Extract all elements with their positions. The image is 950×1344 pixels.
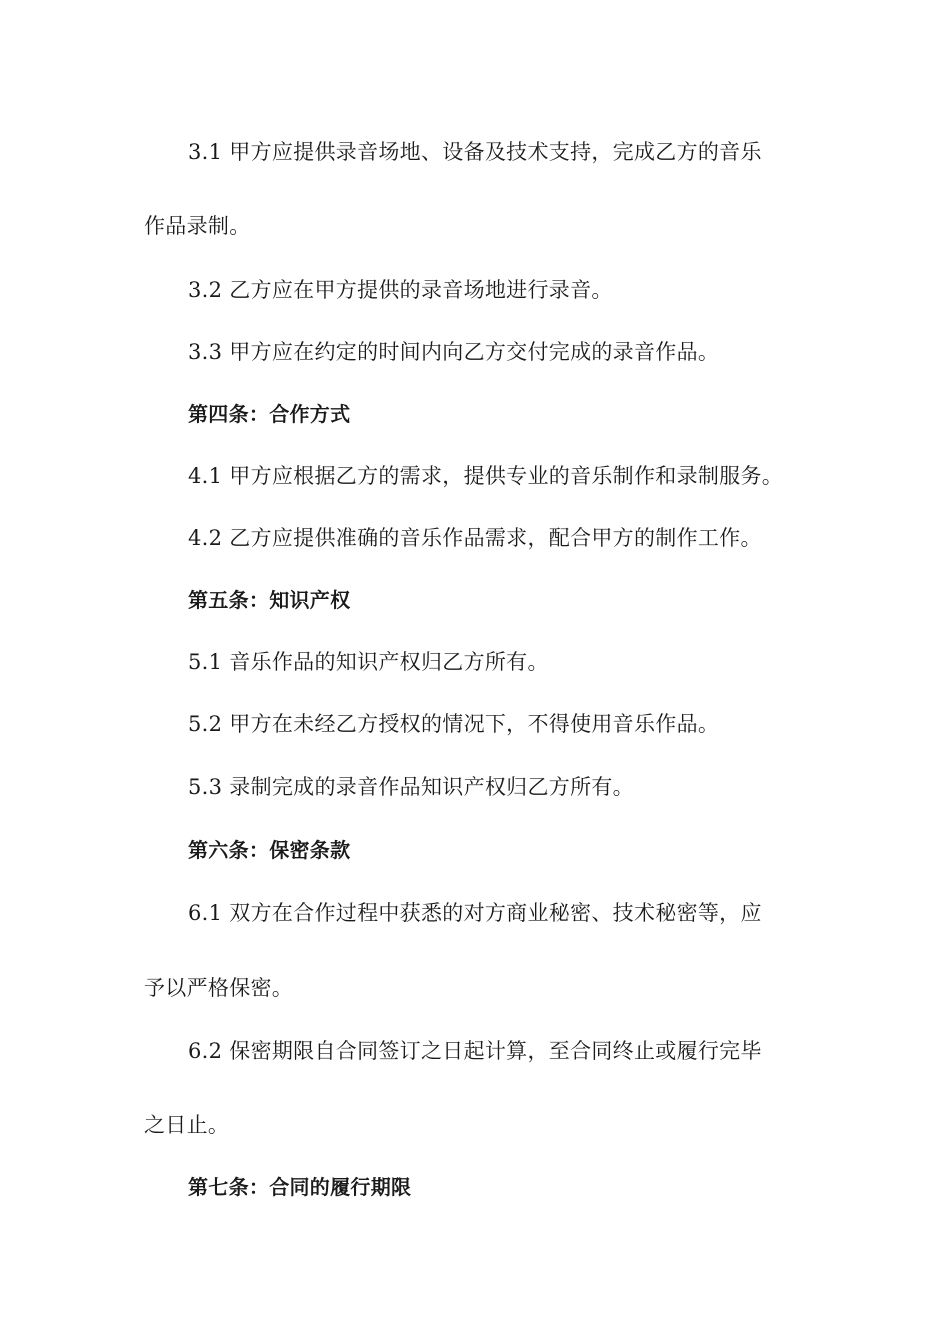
clause-3-1-line-2: 作品录制。	[144, 214, 251, 238]
section-heading-6: 第六条：保密条款	[188, 838, 351, 862]
clause-4-1: 4.1 甲方应根据乙方的需求，提供专业的音乐制作和录制服务。	[188, 464, 784, 488]
section-heading-4: 第四条：合作方式	[188, 402, 351, 426]
clause-5-1: 5.1 音乐作品的知识产权归乙方所有。	[188, 650, 549, 674]
clause-6-1-line-2: 予以严格保密。	[144, 976, 294, 1000]
clause-5-2: 5.2 甲方在未经乙方授权的情况下，不得使用音乐作品。	[188, 712, 720, 736]
clause-6-2-line-1: 6.2 保密期限自合同签订之日起计算，至合同终止或履行完毕	[188, 1039, 762, 1063]
clause-3-1-line-1: 3.1 甲方应提供录音场地、设备及技术支持，完成乙方的音乐	[188, 140, 762, 164]
clause-4-2: 4.2 乙方应提供准确的音乐作品需求，配合甲方的制作工作。	[188, 526, 762, 550]
clause-3-3: 3.3 甲方应在约定的时间内向乙方交付完成的录音作品。	[188, 340, 720, 364]
clause-6-2-line-2: 之日止。	[144, 1113, 230, 1137]
clause-5-3: 5.3 录制完成的录音作品知识产权归乙方所有。	[188, 775, 634, 799]
clause-6-1-line-1: 6.1 双方在合作过程中获悉的对方商业秘密、技术秘密等，应	[188, 901, 762, 925]
clause-3-2: 3.2 乙方应在甲方提供的录音场地进行录音。	[188, 278, 613, 302]
section-heading-7: 第七条：合同的履行期限	[188, 1175, 412, 1199]
section-heading-5: 第五条：知识产权	[188, 588, 351, 612]
